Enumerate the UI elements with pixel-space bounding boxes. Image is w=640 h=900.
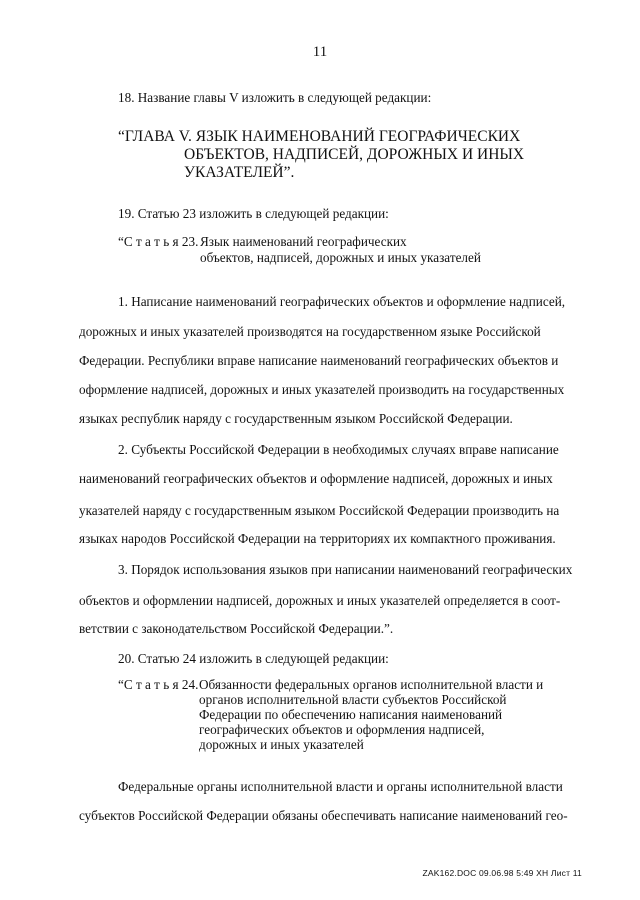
article-23-title-line: объектов, надписей, дорожных и иных указателей (200, 250, 481, 265)
paragraph-line: Федерации. Республики вправе написание наименований географических объектов и (79, 353, 559, 368)
paragraph-line: 1. Написание наименований географических объектов и оформление надписей, (118, 294, 566, 309)
paragraph-line: объектов и оформлении надписей, дорожных и иных указателей определяется в соот- (79, 593, 561, 608)
article-24-title-line: органов исполнительной власти субъектов Российской (199, 692, 507, 707)
paragraph-line: ветствии с законодательством Российской Федерации.”. (79, 621, 394, 636)
article-24-title-line: Федерации по обеспечению написания наименований (199, 707, 503, 722)
paragraph-line: наименований географических объектов и оформление надписей, дорожных и иных (79, 471, 553, 486)
chapter-title-line: “ГЛАВА V. ЯЗЫК НАИМЕНОВАНИЙ ГЕОГРАФИЧЕСКИХ (118, 128, 521, 145)
paragraph-line: дорожных и иных указателей производятся на государственном языке Российской (79, 324, 541, 339)
chapter-title-line: ОБЪЕКТОВ, НАДПИСЕЙ, ДОРОЖНЫХ И ИНЫХ (184, 146, 525, 163)
item-20: 20. Статью 24 изложить в следующей редакции: (118, 651, 389, 666)
chapter-title-line: УКАЗАТЕЛЕЙ”. (184, 164, 295, 181)
page-number: 11 (312, 44, 328, 60)
paragraph-line: 3. Порядок использования языков при написании наименований географических (118, 562, 573, 577)
article-24-title-line: географических объектов и оформления надписей, (199, 722, 485, 737)
article-23-prefix: “С т а т ь я 23. (118, 234, 199, 249)
article-23-title-line: Язык наименований географических (200, 234, 407, 249)
paragraph-line: субъектов Российской Федерации обязаны обеспечивать написание наименований гео- (79, 808, 568, 823)
document-footer: ZAK162.DOC 09.06.98 5:49 ХН Лист 11 (422, 868, 582, 878)
item-19: 19. Статью 23 изложить в следующей редакции: (118, 206, 389, 221)
paragraph-line: языках народов Российской Федерации на территориях их компактного проживания. (79, 531, 556, 546)
paragraph-line: оформление надписей, дорожных и иных указателей производить на государственных (79, 382, 565, 397)
article-24-prefix: “С т а т ь я 24. (118, 677, 199, 692)
paragraph-line: Федеральные органы исполнительной власти и органы исполнительной власти (118, 779, 563, 794)
paragraph-line: языках республик наряду с государственным языком Российской Федерации. (79, 411, 513, 426)
paragraph-line: 2. Субъекты Российской Федерации в необходимых случаях вправе написание (118, 442, 559, 457)
article-24-title-line: дорожных и иных указателей (199, 737, 364, 752)
paragraph-line: указателей наряду с государственным языком Российской Федерации производить на (79, 503, 560, 518)
article-24-title-line: Обязанности федеральных органов исполнительной власти и (199, 677, 544, 692)
item-18: 18. Название главы V изложить в следующей редакции: (118, 90, 432, 105)
